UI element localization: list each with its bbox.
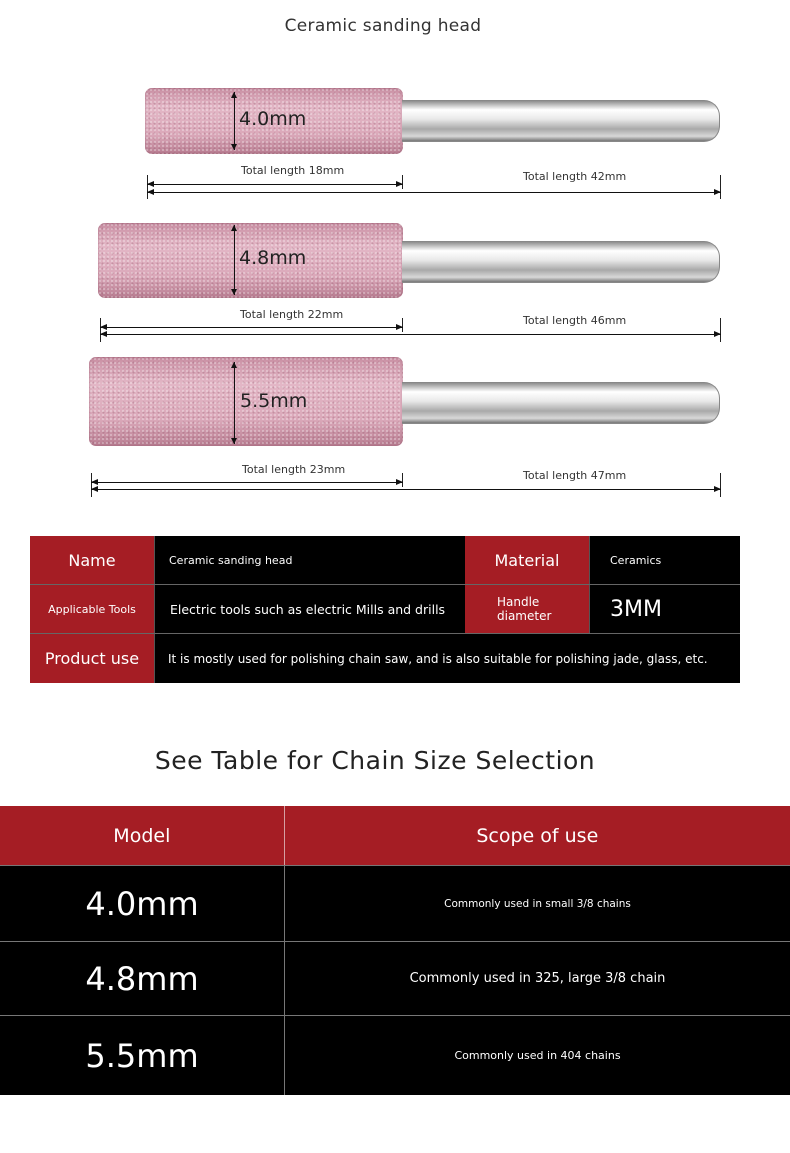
head-length-label: Total length 22mm (240, 308, 344, 321)
head-length-label: Total length 18mm (241, 164, 345, 177)
diameter-arrow (234, 362, 235, 444)
spec-row (30, 536, 740, 585)
spec-row (30, 585, 740, 634)
dimension-tick (720, 318, 721, 342)
head-length-arrow (100, 327, 403, 328)
total-length-label: Total length 42mm (523, 170, 627, 183)
dimension-tick (147, 175, 148, 199)
scope-cell: Commonly used in 404 chains (454, 1049, 621, 1062)
spec-table (30, 536, 740, 683)
head-length-arrow (147, 184, 403, 185)
table-header (0, 806, 790, 865)
dimension-tick (720, 175, 721, 199)
metal-shank (402, 382, 720, 424)
page-title: Ceramic sanding head (284, 16, 482, 36)
chain-table (0, 806, 790, 1095)
total-length-arrow (147, 192, 721, 193)
material-label: Material (465, 536, 589, 584)
total-length-label: Total length 47mm (523, 469, 627, 482)
handle-label: Handle diameter (465, 585, 589, 633)
model-cell: 4.8mm (0, 942, 285, 1015)
table-row (0, 865, 790, 941)
scope-cell: Commonly used in small 3/8 chains (444, 897, 631, 910)
metal-shank (402, 241, 720, 283)
scope-cell: Commonly used in 325, large 3/8 chain (409, 971, 666, 986)
dimension-tick (100, 318, 101, 342)
use-label: Product use (30, 634, 154, 683)
product-diagrams (0, 0, 790, 520)
head-length-label: Total length 23mm (242, 463, 346, 476)
dimension-tick (720, 473, 721, 497)
total-length-arrow (100, 334, 721, 335)
metal-shank (402, 100, 720, 142)
head-length-arrow (91, 482, 403, 483)
diameter-label: 4.0mm (239, 108, 307, 130)
material-value: Ceramics (589, 536, 740, 584)
dimension-tick (91, 473, 92, 497)
tools-value: Electric tools such as electric Mills and drills (154, 585, 465, 633)
header-scope: Scope of use (476, 824, 599, 847)
tools-label: Applicable Tools (30, 585, 154, 633)
diameter-arrow (234, 92, 235, 150)
model-cell: 4.0mm (0, 866, 285, 941)
header-model: Model (0, 806, 285, 865)
diameter-arrow (234, 225, 235, 295)
total-length-arrow (91, 489, 721, 490)
diameter-label: 5.5mm (240, 390, 308, 412)
use-value: It is mostly used for polishing chain saw, and is also suitable for polishing jade, glass, etc. (154, 634, 740, 683)
model-cell: 5.5mm (0, 1016, 285, 1095)
name-value: Ceramic sanding head (154, 536, 465, 584)
table-row (0, 941, 790, 1015)
spec-row (30, 634, 740, 683)
handle-value: 3MM (589, 585, 740, 633)
diameter-label: 4.8mm (239, 247, 307, 269)
chain-table-title: See Table for Chain Size Selection (154, 746, 596, 775)
name-label: Name (30, 536, 154, 584)
table-row (0, 1015, 790, 1095)
total-length-label: Total length 46mm (523, 314, 627, 327)
